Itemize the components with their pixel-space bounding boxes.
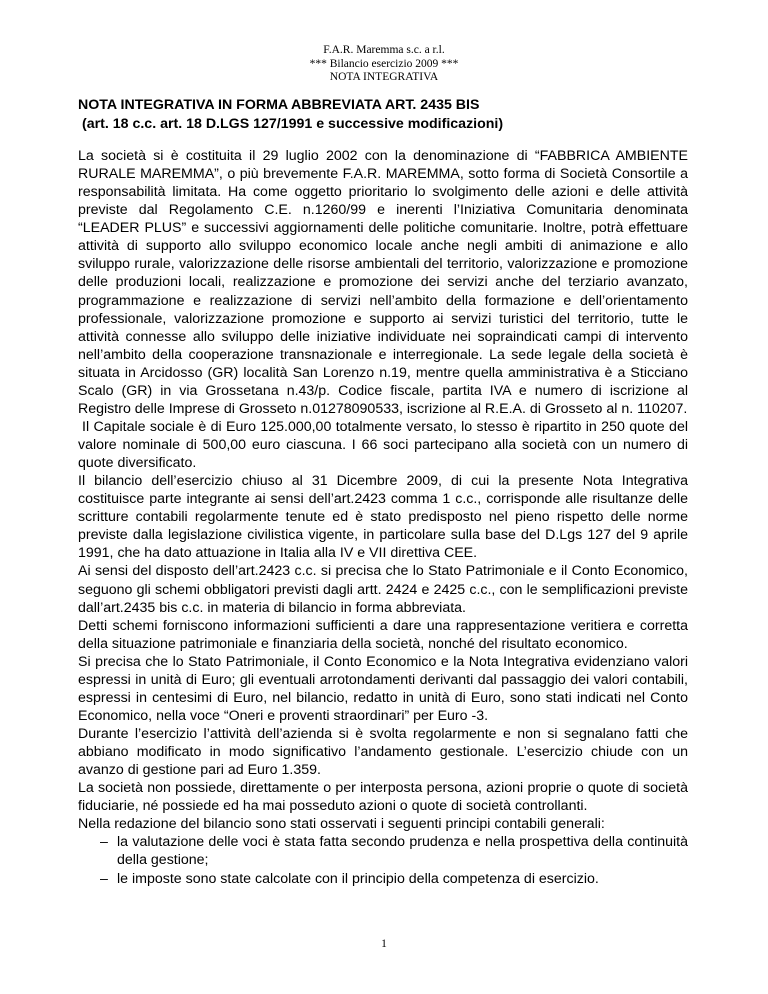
bullet-dash: – [100,870,108,887]
paragraph-share-capital: Il Capitale sociale è di Euro 125.000,00 totalmente versato, lo stesso è ripartito in 250 quote del valore nominale di 500,00 euro ciascuna. I 66 soci partecipano alla società con un numero di quote diversificato. [78,418,688,472]
bullet-dash: – [100,834,108,851]
list-item [78,833,688,869]
paragraph-schemes: Ai sensi del disposto dell’art.2423 c.c. si precisa che lo Stato Patrimoniale e il Conto Economico, seguono gli schemi obbligatori previsti dagli artt. 2424 e 2425 c.c., con le semplificazioni previste dall’art.2435 bis c.c. in materia di bilancio in forma abbreviata. [78,563,688,616]
paragraph-company-description: La società si è costituita il 29 luglio 2002 con la denominazione di “FABBRICA AMBIENTE RURALE MAREMMA”, o più brevemente F.A.R. MAREMMA, sotto forma di Società Consortile a responsabilità limitata. Ha come oggetto prioritario lo svolgimento delle azioni e delle attività previste dal Regolamento C.E. n.1260/99 e inerenti l’Iniziativa Comunitaria denominata “LEADER PLUS” e successivi aggiornamenti delle politiche comunitarie. Inoltre, potrà effettuare attività di supporto allo sviluppo economico locale anche negli ambiti di animazione e allo sviluppo rurale, valorizzazione delle risorse ambientali del territorio, valorizzazione e promozione delle produzioni locali, realizzazione e promozione dei servizi anche del terziario avanzato, programmazione e realizzazione di servizi nell’ambito della formazione e dell’orientamento professionale, valorizzazione promozione e supporto ai servizi turistici del territorio, tutte le attività connesse allo sviluppo delle iniziative individuate nei sopraindicati campi di intervento nell’ambito della cooperazione transnazionale e interregionale. La sede legale della società è situata in Arcidosso (GR) località San Lorenzo n.19, mentre quella amministrativa è a Sticciano Scalo (GR) in via Grossetana n.43/p. Codice fiscale, partita IVA e numero di iscrizione al Registro delle Imprese di Grosseto n.01278090533, iscrizione al R.E.A. di Grosseto al n. 110207. [78,148,688,417]
principles-list [78,833,688,887]
paragraph-euro-units: Si precisa che lo Stato Patrimoniale, il Conto Economico e la Nota Integrativa evidenziano valori espressi in unità di Euro; gli eventuali arrotondamenti derivanti dal passaggio dei valori contabili, espressi in centesimi di Euro, nel bilancio, redatto in unità di Euro, sono stati indicati nel Conto Economico, nella voce “Oneri e proventi straordinari” per Euro -3. [78,653,688,724]
title-main: NOTA INTEGRATIVA IN FORMA ABBREVIATA ART. 2435 BIS [78,97,480,113]
list-item-text: la valutazione delle voci è stata fatta secondo prudenza e nella prospettiva della continuità della gestione; [117,834,688,869]
paragraph-financial-statement: Il bilancio dell’esercizio chiuso al 31 Dicembre 2009, di cui la presente Nota Integrativa costituisce parte integrante ai sensi dell’art.2423 comma 1 c.c., corrisponde alle risultanze delle scritture contabili regolarmente tenute ed è stato predisposto nel pieno rispetto delle norme previste dalla legislazione civilistica vigente, in particolare sulla base del D.Lgs 127 del 9 aprile 1991, che ha dato attuazione in Italia alla IV e VII direttiva CEE. [78,473,688,562]
paragraph-information: Detti schemi forniscono informazioni sufficienti a dare una rappresentazione veritiera e corretta della situazione patrimoniale e finanziaria della società, nonché del risultato economico. [78,617,688,652]
paragraph-own-shares: La società non possiede, direttamente o per interposta persona, azioni proprie o quote di società fiduciarie, né possiede ed ha mai posseduto azioni o quote di società controllanti. [78,780,688,815]
page-header [0,44,768,85]
header-company: F.A.R. Maremma s.c. a r.l. [323,44,445,56]
paragraph-accounting-principles: Nella redazione del bilancio sono stati osservati i seguenti principi contabili generali: [78,816,605,833]
list-item [78,870,688,888]
document-body [78,147,688,888]
header-section: NOTA INTEGRATIVA [329,71,439,83]
list-item-text: le imposte sono state calcolate con il principio della competenza di esercizio. [117,870,599,887]
header-fiscal-year: *** Bilancio esercizio 2009 *** [309,57,459,70]
title-subtitle: (art. 18 c.c. art. 18 D.LGS 127/1991 e successive modificazioni) [82,116,504,132]
paragraph-activity: Durante l’esercizio l’attività dell’azienda si è svolta regolarmente e non si segnalano fatti che abbiano modificato in modo significativo l’andamento gestionale. L’esercizio chiude con un avanzo di gestione pari ad Euro 1.359. [78,726,688,779]
document-title [78,96,503,134]
page-number: 1 [381,938,387,950]
